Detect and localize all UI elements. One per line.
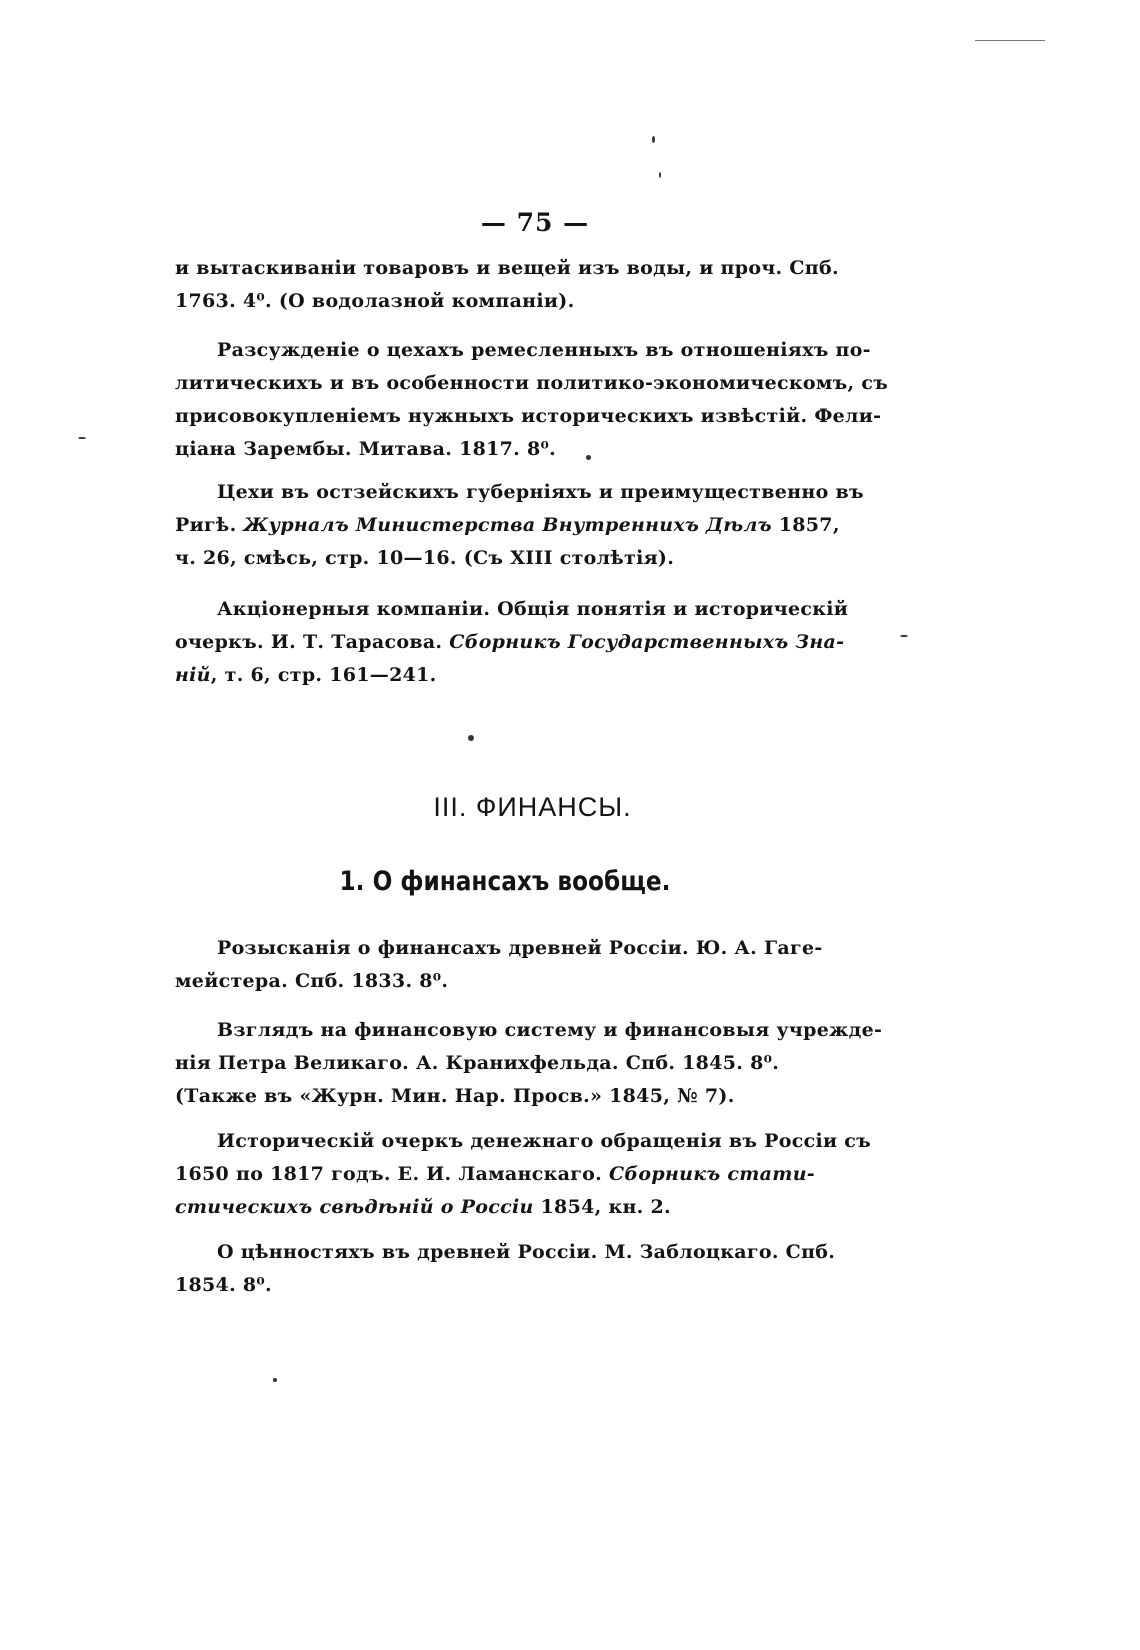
entry-text: 1854, кн. 2.: [533, 1196, 671, 1218]
scan-speck: [652, 136, 655, 143]
scan-speck: [273, 1378, 277, 1382]
section-title: III. ФИНАНСЫ.: [433, 792, 632, 822]
entry-line: О цѣнностяхъ въ древней Россiи. М. Заблоцкаго. Спб.: [217, 1241, 836, 1263]
bibliography-entry: [175, 1014, 883, 1113]
entry-text: , т. 6, стр. 161—241.: [210, 664, 437, 686]
entry-line: Цехи въ остзейскихъ губернiяхъ и преимущественно въ: [217, 481, 864, 503]
entry-line: Розысканiя о финансахъ древней Россiи. Ю. А. Гаге-: [217, 937, 823, 959]
entry-text: Ригѣ.: [175, 514, 244, 536]
scan-edge-mark: [975, 40, 1045, 41]
entry-line: 1854. 8⁰.: [175, 1274, 272, 1296]
bibliography-entry: [175, 1236, 836, 1302]
entry-line: литическихъ и въ особенности политико-экономическомъ, съ: [175, 372, 889, 394]
entry-line: цiана Зарембы. Митава. 1817. 8⁰.: [175, 438, 557, 460]
journal-title: Сборникъ стати-: [608, 1163, 815, 1185]
page-number: — 75 —: [480, 208, 590, 237]
entry-line: [175, 1158, 830, 1191]
scan-speck: [78, 437, 86, 439]
journal-title: Журналъ Министерства Внутреннихъ Дѣлъ: [243, 514, 772, 536]
entry-text: 1650 по 1817 годъ. Е. И. Ламанскаго.: [175, 1163, 609, 1185]
entry-text: 1857,: [771, 514, 840, 536]
entry-line: и вытаскиванiи товаровъ и вещей изъ воды, и проч. Спб.: [175, 257, 839, 279]
bibliography-entry: [175, 252, 839, 318]
entry-line: Историческiй очеркъ денежнаго обращенiя въ Россiи съ: [217, 1130, 872, 1152]
journal-title: стическихъ свѣдѣнiй о Россiи: [175, 1196, 534, 1218]
journal-title: нiй: [175, 664, 211, 686]
bibliography-entry: [175, 593, 849, 692]
scan-speck: [900, 635, 908, 637]
entry-line: [175, 659, 830, 692]
entry-line: Разсужденiе о цехахъ ремесленныхъ въ отношенiяхъ по-: [217, 339, 871, 361]
entry-line: мейстера. Спб. 1833. 8⁰.: [175, 970, 449, 992]
bibliography-entry: [175, 932, 830, 998]
entry-line: Акцiонерныя компанiи. Общiя понятiя и историческiй: [217, 598, 849, 620]
entry-line: нiя Петра Великаго. А. Кранихфельда. Спб. 1845. 8⁰.: [175, 1052, 780, 1074]
entry-line: [175, 509, 840, 542]
scan-speck: [659, 172, 661, 178]
bibliography-entry: [175, 1125, 872, 1224]
entry-line: Взглядъ на финансовую систему и финансовыя учрежде-: [217, 1019, 883, 1041]
entry-line: присовокупленiемъ нужныхъ историческихъ извѣстiй. Фели-: [175, 405, 882, 427]
entry-line: 1763. 4⁰. (О водолазной компанiи).: [175, 290, 575, 312]
entry-line: (Также въ «Журн. Мин. Нар. Просв.» 1845, № 7).: [175, 1085, 735, 1107]
bibliography-entry: [175, 476, 864, 575]
entry-line: [175, 1191, 830, 1224]
entry-text: очеркъ. И. Т. Тарасова.: [175, 631, 450, 653]
subsection-title: 1. О финансахъ вообще.: [339, 866, 671, 897]
scan-speck: [468, 735, 474, 741]
entry-line: ч. 26, смѣсь, стр. 10—16. (Съ XIII столѣтiя).: [175, 547, 675, 569]
journal-title: Сборникъ Государственныхъ Зна-: [449, 631, 845, 653]
entry-line: [175, 626, 845, 659]
bibliography-entry: [175, 334, 889, 466]
